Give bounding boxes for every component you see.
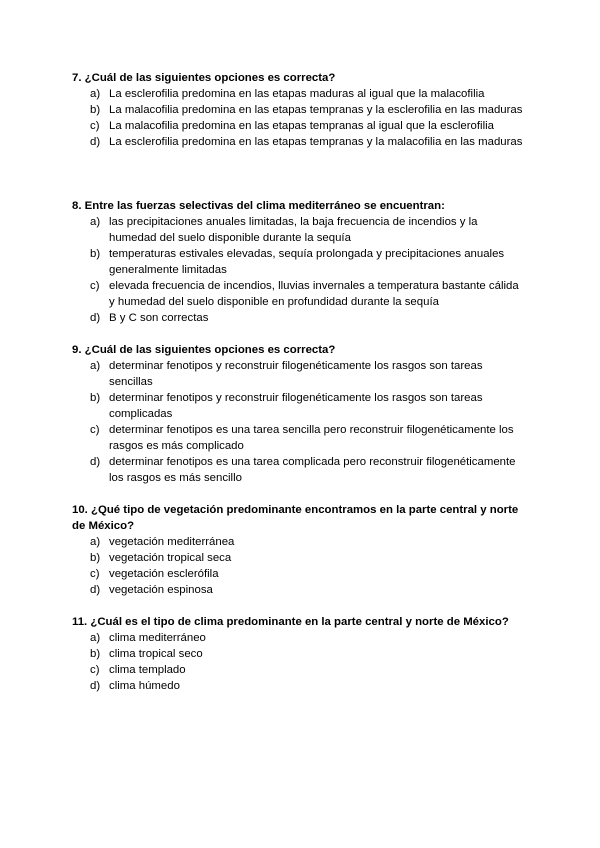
option-letter: b): [90, 104, 101, 116]
option-c: [72, 662, 526, 678]
option-text: elevada frecuencia de incendios, lluvias invernales a temperatura bastante cálida y humedad del suelo disponible en profundidad durante la sequía: [109, 280, 519, 308]
option-a: [72, 214, 526, 246]
question-11: [72, 614, 526, 694]
option-d: [72, 454, 526, 486]
option-c: [72, 422, 526, 454]
option-letter: d): [90, 680, 101, 692]
option-c: [72, 278, 526, 310]
option-a: [72, 358, 526, 390]
option-text: La malacofilia predomina en las etapas tempranas al igual que la esclerofilia: [109, 120, 494, 132]
option-b: [72, 102, 526, 118]
option-letter: a): [90, 536, 101, 548]
option-letter: b): [90, 392, 101, 404]
option-text: clima templado: [109, 664, 186, 676]
option-d: [72, 582, 526, 598]
option-letter: d): [90, 312, 101, 324]
option-letter: b): [90, 552, 101, 564]
option-b: [72, 550, 526, 566]
option-text: determinar fenotipos es una tarea sencilla pero reconstruir filogenéticamente los rasgos es más complicado: [109, 424, 514, 452]
option-letter: c): [90, 424, 100, 436]
option-a: [72, 630, 526, 646]
option-text: vegetación tropical seca: [109, 552, 232, 564]
option-letter: c): [90, 280, 100, 292]
question-7: [72, 70, 526, 150]
option-b: [72, 390, 526, 422]
question-title: 7. ¿Cuál de las siguientes opciones es correcta?: [72, 72, 336, 84]
option-text: determinar fenotipos y reconstruir filogenéticamente los rasgos son tareas complicadas: [109, 392, 483, 420]
option-text: determinar fenotipos es una tarea complicada pero reconstruir filogenéticamente los rasgos es más sencillo: [109, 456, 516, 484]
option-letter: c): [90, 664, 100, 676]
option-text: vegetación espinosa: [109, 584, 213, 596]
option-a: [72, 534, 526, 550]
question-title: 9. ¿Cuál de las siguientes opciones es correcta?: [72, 344, 336, 356]
options-list: [72, 86, 526, 150]
option-text: La malacofilia predomina en las etapas tempranas y la esclerofilia en las maduras: [109, 104, 523, 116]
option-a: [72, 86, 526, 102]
option-d: [72, 678, 526, 694]
option-letter: a): [90, 360, 101, 372]
option-letter: d): [90, 456, 101, 468]
question-10: [72, 502, 526, 598]
option-letter: c): [90, 568, 100, 580]
option-text: vegetación mediterránea: [109, 536, 235, 548]
question-title: 10. ¿Qué tipo de vegetación predominante encontramos en la parte central y norte de México?: [72, 504, 519, 532]
option-letter: a): [90, 216, 101, 228]
option-text: temperaturas estivales elevadas, sequía prolongada y precipitaciones anuales generalmente limitadas: [109, 248, 505, 276]
option-text: las precipitaciones anuales limitadas, la baja frecuencia de incendios y la humedad del suelo disponible durante la sequía: [109, 216, 478, 244]
option-letter: b): [90, 648, 101, 660]
option-b: [72, 246, 526, 278]
option-letter: b): [90, 248, 101, 260]
question-8: [72, 198, 526, 326]
options-list: [72, 214, 526, 326]
option-text: determinar fenotipos y reconstruir filogenéticamente los rasgos son tareas sencillas: [109, 360, 483, 388]
options-list: [72, 534, 526, 598]
option-letter: d): [90, 584, 101, 596]
question-9: [72, 342, 526, 486]
option-c: [72, 566, 526, 582]
option-c: [72, 118, 526, 134]
option-text: vegetación esclerófila: [109, 568, 219, 580]
option-letter: a): [90, 632, 101, 644]
option-text: clima húmedo: [109, 680, 180, 692]
option-d: [72, 134, 526, 150]
option-text: La esclerofilia predomina en las etapas tempranas y la malacofilia en las maduras: [109, 136, 523, 148]
option-text: clima tropical seco: [109, 648, 203, 660]
option-letter: c): [90, 120, 100, 132]
option-d: [72, 310, 526, 326]
option-b: [72, 646, 526, 662]
option-letter: d): [90, 136, 101, 148]
options-list: [72, 358, 526, 486]
options-list: [72, 630, 526, 694]
option-letter: a): [90, 88, 101, 100]
option-text: clima mediterráneo: [109, 632, 206, 644]
question-title: 11. ¿Cuál es el tipo de clima predominante en la parte central y norte de México?: [72, 616, 509, 628]
question-title: 8. Entre las fuerzas selectivas del clima mediterráneo se encuentran:: [72, 200, 445, 212]
option-text: La esclerofilia predomina en las etapas maduras al igual que la malacofilia: [109, 88, 485, 100]
option-text: B y C son correctas: [109, 312, 209, 324]
